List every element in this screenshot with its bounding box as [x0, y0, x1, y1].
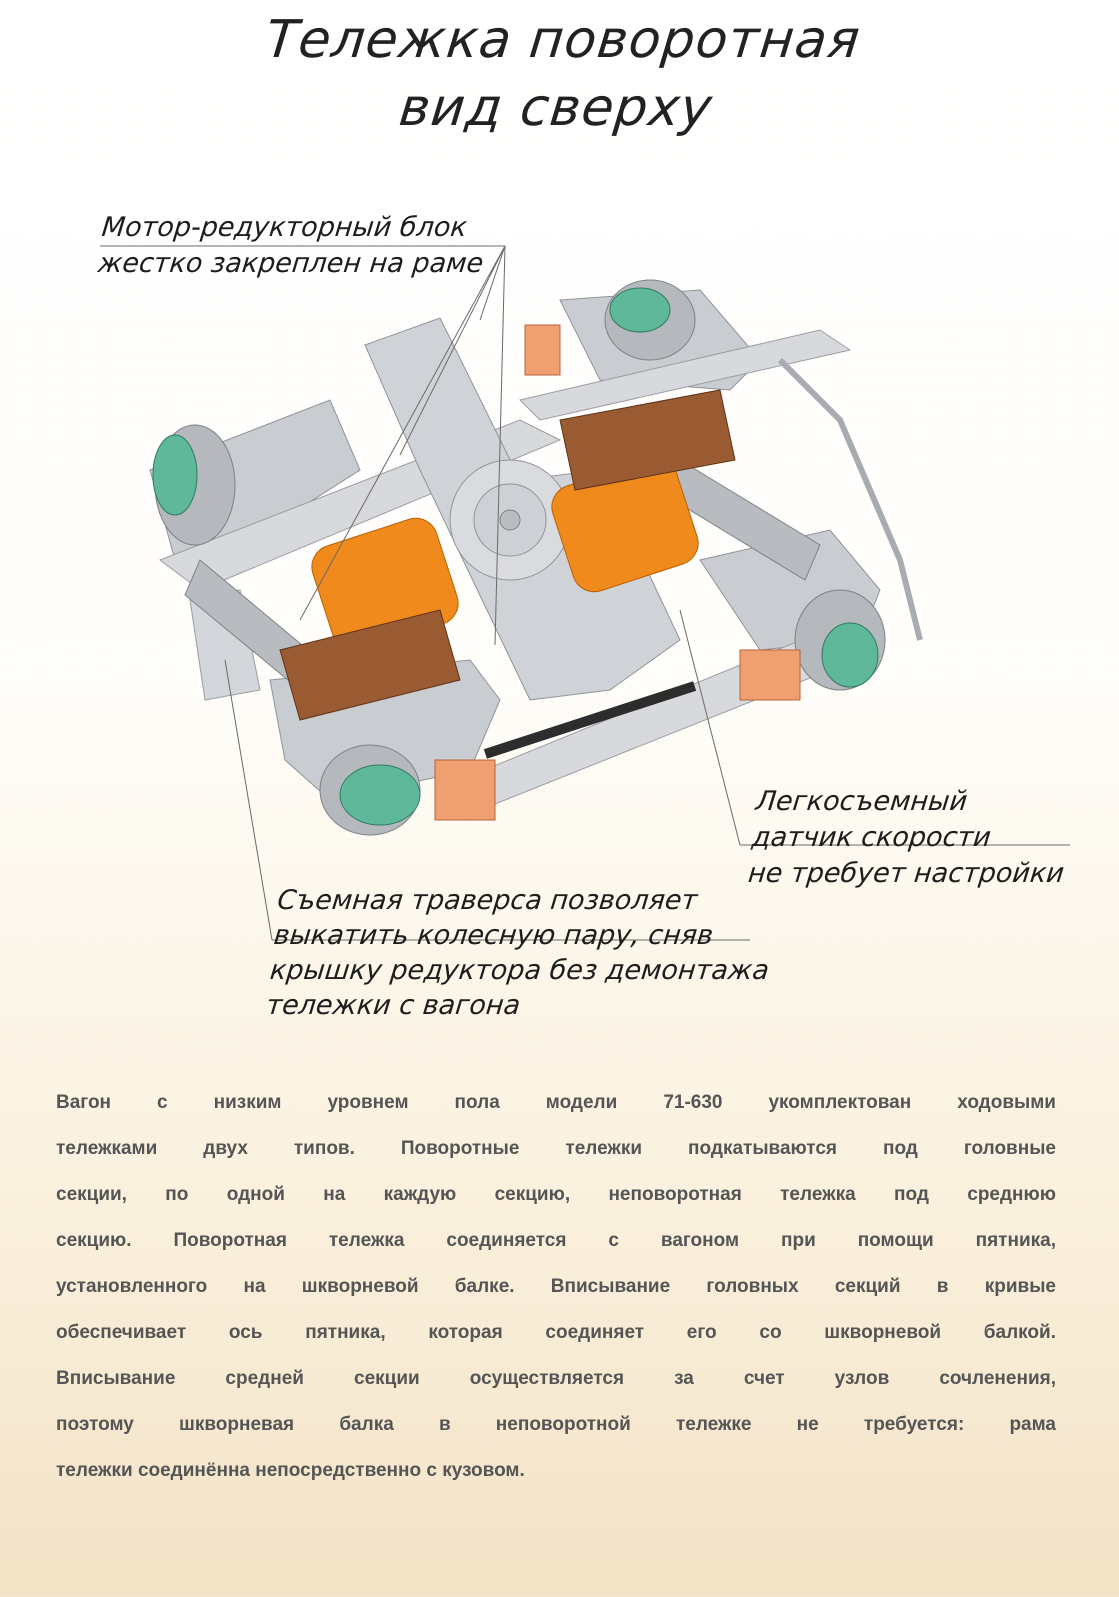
- body-line: поэтому шкворневая балка в неповоротной тележке не требуется: рама: [56, 1414, 1056, 1435]
- callout-traverse-line-1: Съемная траверса позволяет: [275, 885, 699, 916]
- callout-sensor-line-2: датчик скорости: [750, 822, 993, 853]
- body-line: обеспечивает ось пятника, которая соединяет его со шкворневой балкой.: [56, 1322, 1056, 1343]
- callout-speed-sensor: [746, 784, 1073, 892]
- callout-motor-line-2: жестко закреплен на раме: [96, 248, 485, 279]
- title-line-2: вид сверху: [396, 78, 716, 138]
- callout-motor-line-1: Мотор-редукторный блок: [100, 212, 469, 243]
- body-line: установленного на шкворневой балке. Вписывание головных секций в кривые: [56, 1276, 1056, 1297]
- title-line-1: Тележка поворотная: [262, 10, 864, 70]
- body-line: Вагон с низким уровнем пола модели 71-630 укомплектован ходовыми: [56, 1092, 1056, 1113]
- callout-traverse: [265, 883, 778, 1023]
- callout-traverse-line-4: тележки с вагона: [264, 990, 522, 1021]
- body-line: тележки соединённа непосредственно с кузовом.: [56, 1460, 525, 1481]
- body-paragraph: [56, 1080, 1056, 1494]
- callout-traverse-line-2: выкатить колесную пару, сняв: [272, 920, 715, 951]
- body-line: секции, по одной на каждую секцию, неповоротная тележка под среднюю: [56, 1184, 1056, 1205]
- body-line: тележками двух типов. Поворотные тележки подкатываются под головные: [56, 1138, 1056, 1159]
- body-line: Вписывание средней секции осуществляется за счет узлов сочленения,: [56, 1368, 1056, 1389]
- callout-sensor-line-1: Легкосъемный: [754, 786, 969, 817]
- callout-sensor-line-3: не требует настройки: [746, 858, 1066, 889]
- body-line: секцию. Поворотная тележка соединяется с вагоном при помощи пятника,: [56, 1230, 1056, 1251]
- callout-motor-gearbox: [96, 210, 489, 282]
- callout-traverse-line-3: крышку редуктора без демонтажа: [268, 955, 771, 986]
